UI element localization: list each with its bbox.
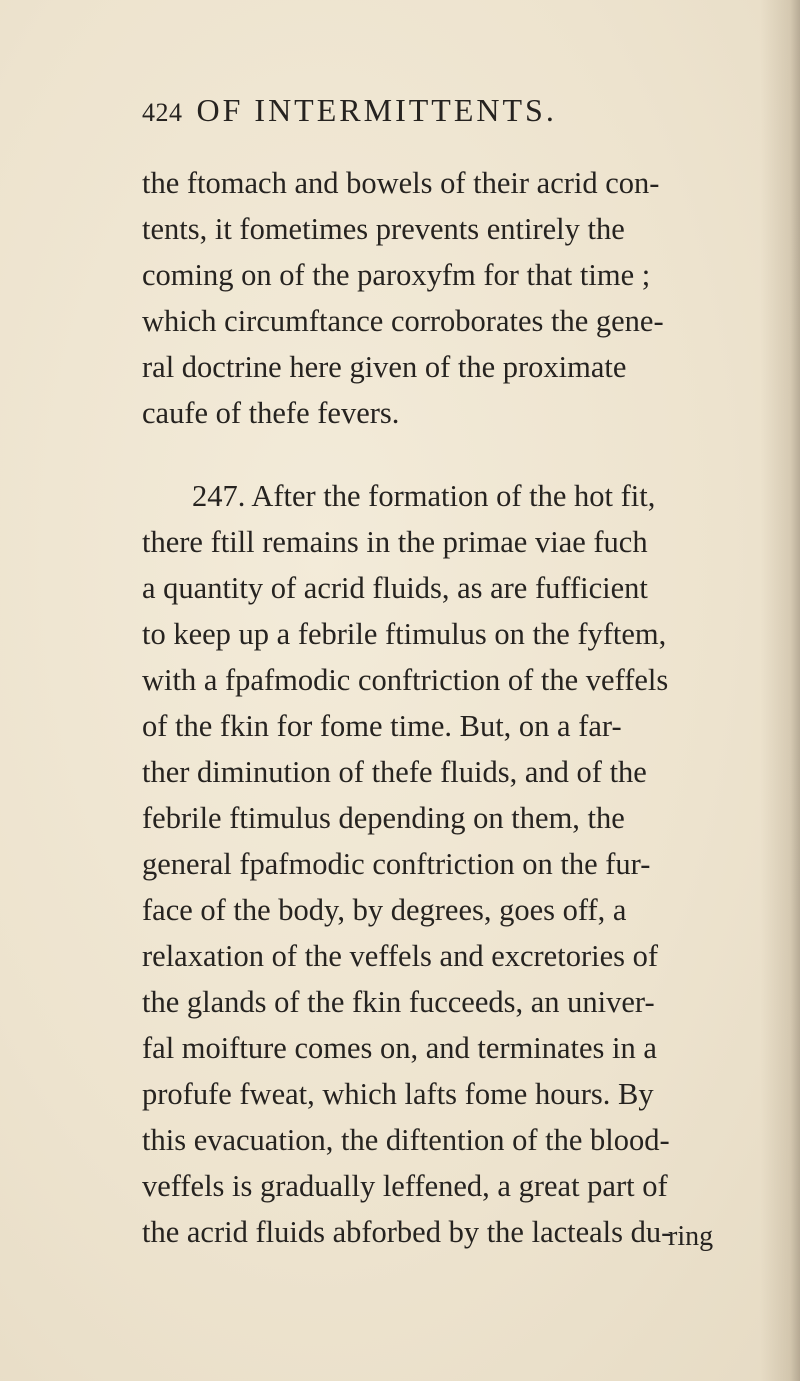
- text-line: there ftill remains in the primae viae fuch: [142, 525, 648, 559]
- text-line: profufe fweat, which lafts fome hours. By: [142, 1077, 654, 1111]
- text-line: 247. After the formation of the hot fit,: [192, 479, 656, 513]
- page-number: 424: [142, 98, 183, 127]
- text-line: tents, it fometimes prevents entirely the: [142, 212, 625, 246]
- text-line: a quantity of acrid fluids, as are fufficient: [142, 571, 648, 605]
- text-line: the ftomach and bowels of their acrid con-: [142, 166, 660, 200]
- text-line: febrile ftimulus depending on them, the: [142, 801, 625, 835]
- text-line: caufe of thefe fevers.: [142, 396, 400, 430]
- text-line: fal moifture comes on, and terminates in a: [142, 1031, 657, 1065]
- paragraph-gap: [142, 436, 742, 473]
- catchword: ring: [668, 1221, 714, 1252]
- body-text: [142, 160, 742, 1255]
- text-line: veffels is gradually leffened, a great part of: [142, 1169, 668, 1203]
- running-head: OF INTERMITTENTS.: [196, 92, 557, 128]
- text-line: face of the body, by degrees, goes off, a: [142, 893, 627, 927]
- text-line: ral doctrine here given of the proximate: [142, 350, 627, 384]
- text-line: relaxation of the veffels and excretories of: [142, 939, 659, 973]
- text-line: coming on of the paroxyfm for that time ;: [142, 258, 651, 292]
- text-line: which circumftance corroborates the gene-: [142, 304, 664, 338]
- text-line: of the fkin for fome time. But, on a far-: [142, 709, 622, 743]
- text-line: the acrid fluids abforbed by the lacteals du-: [142, 1215, 672, 1249]
- page-header: [142, 92, 662, 136]
- text-line: ther diminution of thefe fluids, and of the: [142, 755, 647, 789]
- paragraph-1: [142, 160, 742, 436]
- paragraph-2: [142, 473, 742, 1255]
- text-line: to keep up a febrile ftimulus on the fyftem,: [142, 617, 667, 651]
- text-line: with a fpafmodic conftriction of the veffels: [142, 663, 669, 697]
- text-line: the glands of the fkin fucceeds, an univer-: [142, 985, 655, 1019]
- text-line: general fpafmodic conftriction on the fur-: [142, 847, 651, 881]
- text-line: this evacuation, the diftention of the blood-: [142, 1123, 670, 1157]
